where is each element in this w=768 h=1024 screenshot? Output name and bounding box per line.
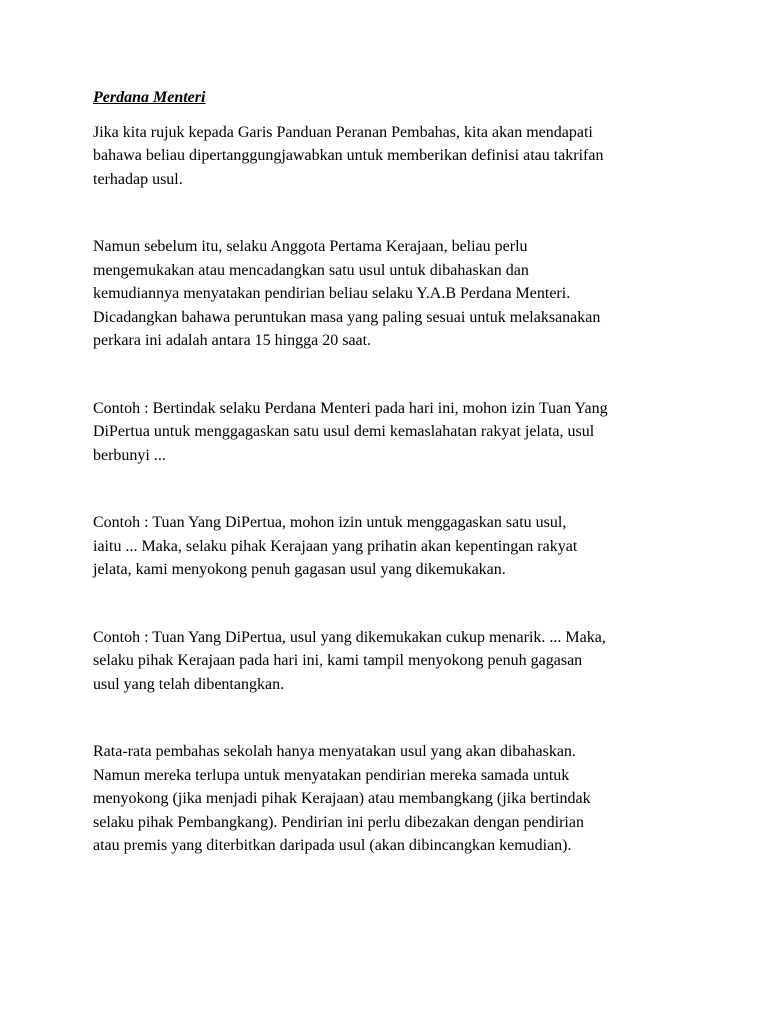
text-line: selaku pihak Kerajaan pada hari ini, kami tampil menyokong penuh gagasan	[93, 652, 583, 669]
paragraph-gap	[93, 696, 683, 740]
text-line: bahawa beliau dipertanggungjawabkan untuk memberikan definisi atau takrifan	[93, 147, 604, 164]
paragraph-gap	[93, 353, 683, 397]
text-line: Rata-rata pembahas sekolah hanya menyatakan usul yang akan dibahaskan.	[93, 743, 576, 760]
text-line: Namun sebelum itu, selaku Anggota Pertama Kerajaan, beliau perlu	[93, 238, 528, 255]
text-line: Contoh : Tuan Yang DiPertua, usul yang dikemukakan cukup menarik. ... Maka,	[93, 628, 606, 646]
paragraph-example-3	[93, 626, 683, 697]
text-line: Dicadangkan bahawa peruntukan masa yang paling sesuai untuk melaksanakan	[93, 308, 601, 326]
text-line: iaitu ... Maka, selaku pihak Kerajaan yang prihatin akan kepentingan rakyat	[93, 537, 578, 555]
text-line: mengemukakan atau mencadangkan satu usul untuk dibahaskan dan	[93, 261, 529, 279]
text-line: kemudiannya menyatakan pendirian beliau selaku Y.A.B Perdana Menteri.	[93, 285, 571, 302]
paragraph-intro	[93, 121, 683, 192]
text-line: Contoh : Bertindak selaku Perdana Menteri pada hari ini, mohon izin Tuan Yang	[93, 399, 608, 417]
paragraph-conclusion	[93, 740, 683, 858]
text-line: usul yang telah dibentangkan.	[93, 675, 285, 693]
paragraph-gap	[93, 467, 683, 511]
text-line: DiPertua untuk menggagaskan satu usul demi kemaslahatan rakyat jelata, usul	[93, 423, 595, 440]
paragraph-example-1	[93, 397, 683, 468]
text-line: berbunyi ...	[93, 446, 166, 464]
paragraph-gap	[93, 191, 683, 235]
text-line: selaku pihak Pembangkang). Pendirian ini perlu dibezakan dengan pendirian	[93, 813, 584, 831]
text-line: atau premis yang diterbitkan daripada usul (akan dibincangkan kemudian).	[93, 837, 572, 854]
document-title: Perdana Menteri	[93, 89, 206, 106]
text-line: menyokong (jika menjadi pihak Kerajaan) atau membangkang (jika bertindak	[93, 790, 591, 807]
paragraph-motion	[93, 235, 683, 353]
text-line: terhadap usul.	[93, 170, 183, 188]
text-line: jelata, kami menyokong penuh gagasan usul yang dikemukakan.	[93, 561, 506, 578]
text-line: perkara ini adalah antara 15 hingga 20 saat.	[93, 332, 372, 349]
text-line: Jika kita rujuk kepada Garis Panduan Peranan Pembahas, kita akan mendapati	[93, 123, 593, 141]
paragraph-example-2	[93, 511, 683, 582]
paragraph-gap	[93, 582, 683, 626]
text-line: Namun mereka terlupa untuk menyatakan pendirian mereka samada untuk	[93, 766, 570, 784]
text-line: Contoh : Tuan Yang DiPertua, mohon izin untuk menggagaskan satu usul,	[93, 514, 567, 531]
document-body	[93, 86, 683, 858]
